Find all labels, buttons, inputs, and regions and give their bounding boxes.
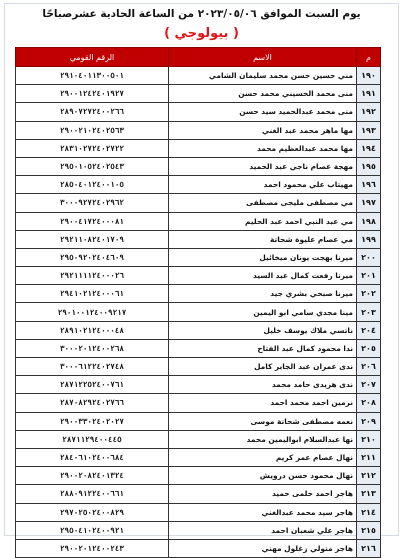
row-number: ٢٠٤	[357, 321, 381, 339]
national-id: ٢٩٥٠٩٢٠٢٤٠٤٦٠٩	[16, 248, 169, 266]
student-name: هاجر متولي زغلول مهني	[169, 539, 357, 557]
table-row	[16, 430, 381, 448]
national-id: ٣٠٠٠٩٢٧٢٤٠٢٩٦٢	[16, 194, 169, 212]
row-number: ٢١٠	[357, 430, 381, 448]
student-name: مها ماهر محمد عبد الغني	[169, 121, 357, 139]
national-id: ٢٨٩١٠٢١٢٤٠٠٠٤٨	[16, 321, 169, 339]
national-id: ٢٩١٠٤٠١١٣٠٠٥٠١	[16, 67, 169, 85]
table-row	[16, 103, 381, 121]
document-title: يوم السبت الموافق ٢٠٢٣/٠٥/٠٦ من الساعة الحادية عشرصباحًا	[42, 8, 361, 20]
student-name: منى محمد الحسيني محمد حسن	[169, 85, 357, 103]
student-name: نها عبدالسلام ابواليمين محمد	[169, 430, 357, 448]
table-row	[16, 121, 381, 139]
national-id: ٢٩٥٠١٠٥٢٤٠٢٥٤٣	[16, 157, 169, 175]
student-name: هاجر سيد محمد عبدالغني	[169, 503, 357, 521]
student-name: مها محمد عبدالعظيم محمد	[169, 139, 357, 157]
national-id: ٢٩٢١١٠٨٢٤٠١٧٠٩	[16, 230, 169, 248]
row-number: ٢١٦	[357, 539, 381, 557]
student-name: ندى عمران عبد الجابر كامل	[169, 358, 357, 376]
row-number: ٢٠٨	[357, 394, 381, 412]
student-name: نهال محمود حسن درويش	[169, 467, 357, 485]
table-row	[16, 376, 381, 394]
row-number: ١٩٦	[357, 176, 381, 194]
national-id: ٢٩٠٠٤١٧٢٤٠٠٠٨١	[16, 212, 169, 230]
table-row	[16, 448, 381, 466]
column-header-name: الاسم	[169, 48, 357, 67]
national-id: ٢٨٨٠٩١٢٢٤٠٠٦٦١	[16, 485, 169, 503]
national-id: ٢٩٠٠٣٣٠٢٤٠٢٠٢٧	[16, 412, 169, 430]
student-name: مينا مجدي سامي ابو اليمين	[169, 303, 357, 321]
table-row	[16, 267, 381, 285]
table-row	[16, 358, 381, 376]
national-id: ٢٩٥٠٤١٠٢٤٠٠٩٢١	[16, 521, 169, 539]
column-header-national-id: الرقم القومي	[16, 48, 169, 67]
row-number: ١٩١	[357, 85, 381, 103]
national-id: ٢٨٩٠٧٢٧٢٤٠٠٢٦٦	[16, 103, 169, 121]
national-id: ٢٨٣١٠٢٧٢٤٠٢٧٢٢	[16, 139, 169, 157]
table-row	[16, 157, 381, 175]
student-name: هاجر احمد حلمى حميد	[169, 485, 357, 503]
student-name: مهيتاب علي محمود احمد	[169, 176, 357, 194]
student-name: منى محمد عبدالحميد سيد حسن	[169, 103, 357, 121]
national-id: ٢٩٢١١١١٢٤٠٠٠٢٦	[16, 267, 169, 285]
subject-label: ( بيولوجي )	[164, 26, 239, 41]
national-id: ٢٩٠١٠٠١٢٤٠٠٩٢١٧	[16, 303, 169, 321]
row-number: ٢١٤	[357, 503, 381, 521]
row-number: ١٩٥	[357, 157, 381, 175]
document-page	[4, 3, 399, 553]
table-row	[16, 139, 381, 157]
row-number: ١٩٩	[357, 230, 381, 248]
row-number: ١٩٢	[357, 103, 381, 121]
student-name: هاجر علي شعبان احمد	[169, 521, 357, 539]
table-row	[16, 230, 381, 248]
national-id: ٣٠٠٠٢٠١٢٤٠٠٢٦٨	[16, 339, 169, 357]
student-name: مي عبد النبي احمد عبد الحليم	[169, 212, 357, 230]
row-number: ٢١٣	[357, 485, 381, 503]
table-row	[16, 485, 381, 503]
column-header-number: م	[357, 48, 381, 67]
table-row	[16, 467, 381, 485]
national-id: ٢٩٤١٠٢١٢٤٠٠٠٦١	[16, 285, 169, 303]
student-name: مي مصطفى مليجى مصطفى	[169, 194, 357, 212]
row-number: ٢١٢	[357, 467, 381, 485]
table-row	[16, 539, 381, 557]
table-row	[16, 303, 381, 321]
row-number: ٢٠٧	[357, 376, 381, 394]
student-name: ناتسي ملاك يوسف خليل	[169, 321, 357, 339]
row-number: ٢٠١	[357, 267, 381, 285]
table-header-row	[16, 48, 381, 67]
student-name: ندا محمود كمال عبد الفتاح	[169, 339, 357, 357]
students-table	[15, 47, 381, 558]
student-name: مهجة عصام ناجي عبد الحميد	[169, 157, 357, 175]
table-row	[16, 339, 381, 357]
row-number: ١٩٨	[357, 212, 381, 230]
table-row	[16, 412, 381, 430]
row-number: ٢١١	[357, 448, 381, 466]
national-id: ٢٩٠٠٢٠١٢٤٠٠٢٤٣	[16, 539, 169, 557]
row-number: ٢٠٩	[357, 412, 381, 430]
table-row	[16, 503, 381, 521]
student-name: ندى هريدى حامد محمد	[169, 376, 357, 394]
national-id: ٢٨٧٠٨٢٩٢٤٠٢٧٦٦	[16, 394, 169, 412]
national-id: ٢٨٤٠٦١٠٢٤٠٠٦٨٤	[16, 448, 169, 466]
national-id: ٢٩٠٠٢١٠٢٤٠٢٥٦٣	[16, 121, 169, 139]
table-row	[16, 194, 381, 212]
student-name: نهال عصام عمر كريم	[169, 448, 357, 466]
row-number: ٢٠٠	[357, 248, 381, 266]
row-number: ٢٠٦	[357, 358, 381, 376]
row-number: ٢١٥	[357, 521, 381, 539]
national-id: ٢٩٧٠٢٥٠٢٤٠٠٨٢٩	[16, 503, 169, 521]
table-row	[16, 176, 381, 194]
national-id: ٢٩٠٠٢٠٨٢٤٠١٣٢٤	[16, 467, 169, 485]
row-number: ١٩٤	[357, 139, 381, 157]
national-id: ٢٨٧١٢٢٥٢٤٠٠٧٦١	[16, 376, 169, 394]
national-id: ٢٨٥٠٤٠١٢٤٠٠١٠٥	[16, 176, 169, 194]
table-row	[16, 212, 381, 230]
student-name: ميرنا بهجت يونان ميخائيل	[169, 248, 357, 266]
student-name: ميرنا رفعت كمال عبد السيد	[169, 267, 357, 285]
national-id: ٣٠٠٠٦١٢٢٤٠٢٧٤٨	[16, 358, 169, 376]
student-name: مي عصام عليوة شحاتة	[169, 230, 357, 248]
table-row	[16, 248, 381, 266]
table-row	[16, 85, 381, 103]
table-row	[16, 394, 381, 412]
row-number: ١٩٠	[357, 67, 381, 85]
student-name: نعمه مصطفى شحاتة موسى	[169, 412, 357, 430]
student-name: مني حسين حسن محمد سليمان الشامي	[169, 67, 357, 85]
national-id: ٢٩٠٠١٢٤٢٤٠١٩٢٧	[16, 85, 169, 103]
student-name: نرمين احمد محمد احمد	[169, 394, 357, 412]
student-name: ميرنا صبحي بشري جيد	[169, 285, 357, 303]
row-number: ٢٠٥	[357, 339, 381, 357]
table-row	[16, 321, 381, 339]
row-number: ٢٠٣	[357, 303, 381, 321]
table-row	[16, 67, 381, 85]
table-row	[16, 285, 381, 303]
national-id: ٢٨٧١١٢٩٤٠٠٤٤٥	[16, 430, 169, 448]
table-row	[16, 521, 381, 539]
row-number: ١٩٧	[357, 194, 381, 212]
row-number: ٢٠٢	[357, 285, 381, 303]
row-number: ١٩٣	[357, 121, 381, 139]
